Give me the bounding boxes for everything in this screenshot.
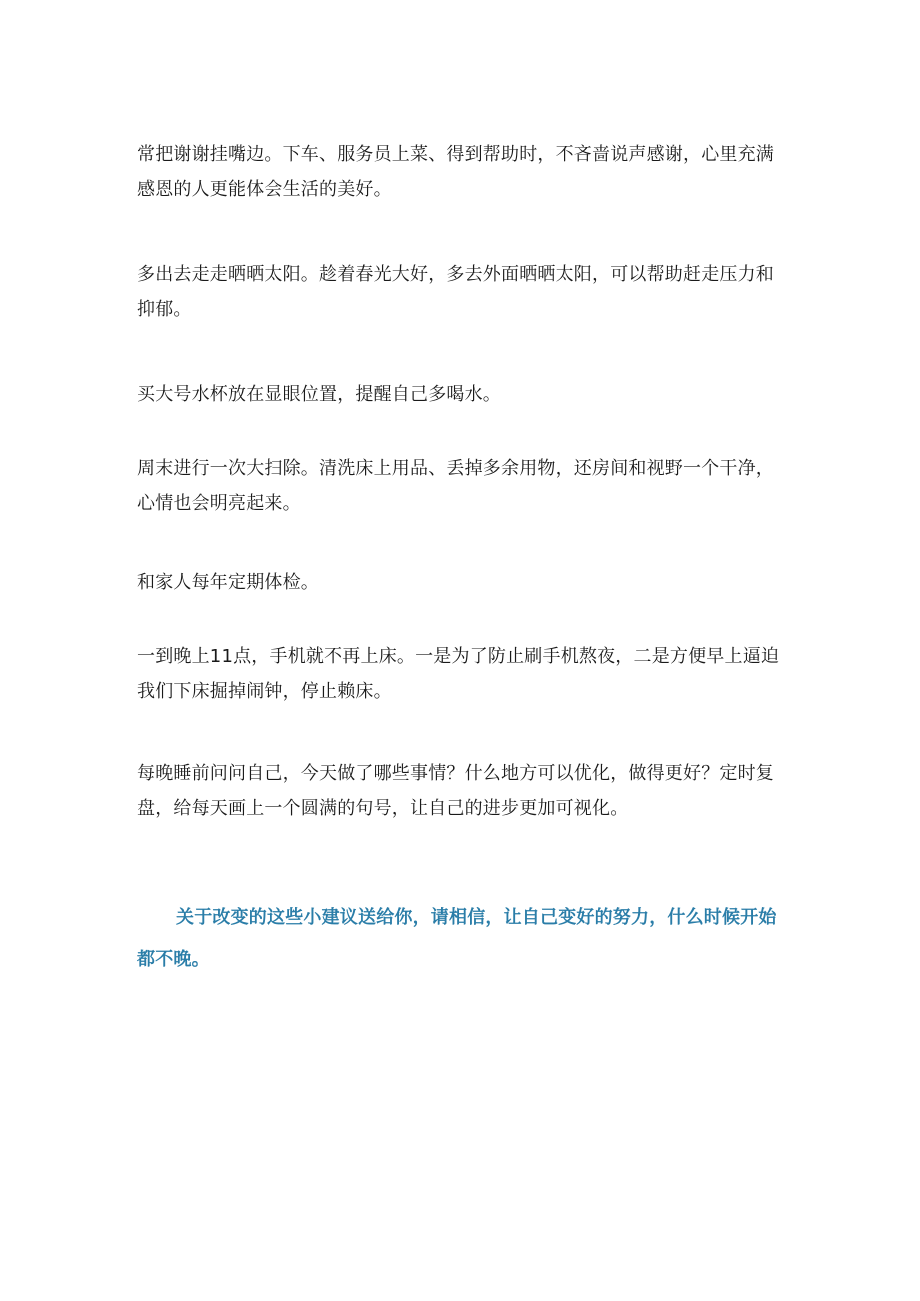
paragraph-gratitude: 常把谢谢挂嘴边。下车、服务员上菜、得到帮助时，不吝啬说声感谢，心里充满感恩的人更能体会生活的美好。 xyxy=(137,144,774,200)
paragraph-water-cup: 买大号水杯放在显眼位置，提醒自己多喝水。 xyxy=(137,384,501,405)
paragraph-sunshine: 多出去走走晒晒太阳。趁着春光大好，多去外面晒晒太阳，可以帮助赶走压力和抑郁。 xyxy=(137,264,774,320)
paragraph-checkup: 和家人每年定期体检。 xyxy=(137,572,319,593)
paragraph-phone-bedtime: 一到晚上11点，手机就不再上床。一是为了防止刷手机熬夜，二是方便早上逼迫我们下床掘掉闹钟，停止赖床。 xyxy=(137,646,780,702)
paragraph-cleaning: 周末进行一次大扫除。清洗床上用品、丢掉多余用物，还房间和视野一个干净，心情也会明亮起来。 xyxy=(137,458,774,514)
paragraph-daily-review: 每晚睡前问问自己，今天做了哪些事情？什么地方可以优化，做得更好？定时复盘，给每天画上一个圆满的句号，让自己的进步更加可视化。 xyxy=(137,763,774,819)
closing-statement: 关于改变的这些小建议送给你，请相信，让自己变好的努力，什么时候开始都不晚。 xyxy=(137,907,777,970)
